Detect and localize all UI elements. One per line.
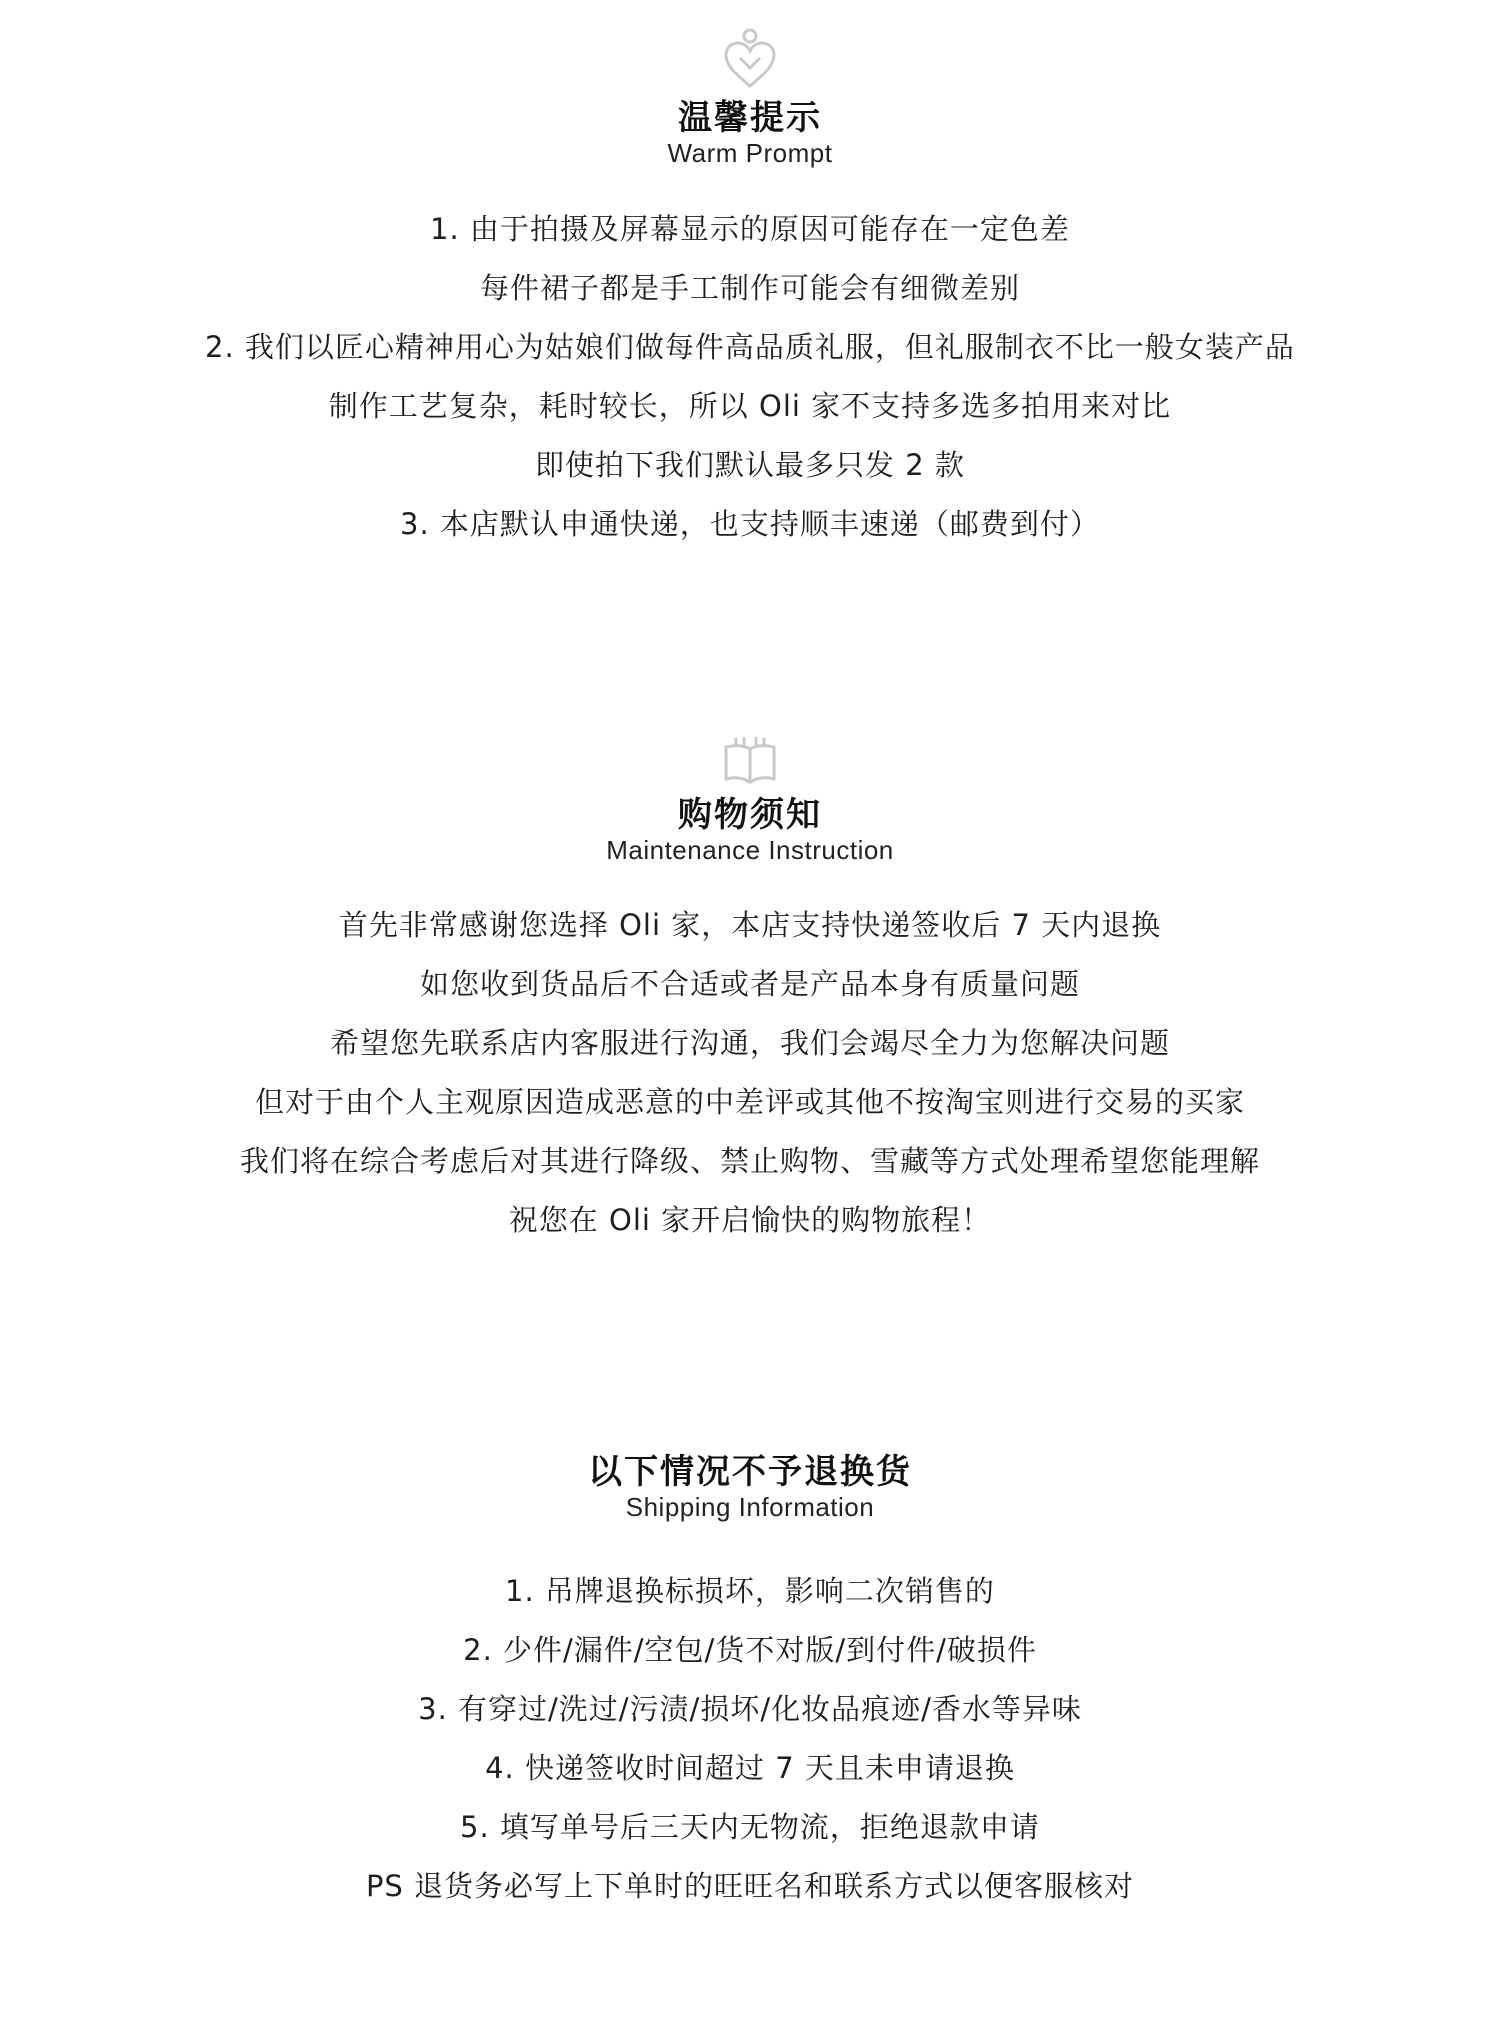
shopping-notice-line: 如您收到货品后不合适或者是产品本身有质量问题 <box>419 967 1080 1001</box>
heart-figure-icon <box>720 28 780 90</box>
shopping-notice-subtitle: Maintenance Instruction <box>606 835 894 865</box>
warm-prompt-line: 2. 我们以匠心精神用心为姑娘们做每件高品质礼服，但礼服制衣不比一般女装产品 <box>205 330 1295 364</box>
shopping-notice-line: 希望您先联系店内客服进行沟通，我们会竭尽全力为您解决问题 <box>329 1026 1170 1060</box>
warm-prompt-title-block <box>0 98 1500 168</box>
no-return-line: 1. 吊牌退换标损坏，影响二次销售的 <box>505 1574 995 1608</box>
shopping-notice-section <box>0 735 1500 1250</box>
warm-prompt-line: 即使拍下我们默认最多只发 2 款 <box>535 448 965 482</box>
no-return-line: 5. 填写单号后三天内无物流，拒绝退款申请 <box>460 1810 1040 1844</box>
no-return-section <box>0 1452 1500 1916</box>
warm-prompt-line: 每件裙子都是手工制作可能会有细微差别 <box>479 271 1020 305</box>
warm-prompt-line: 制作工艺复杂，耗时较长，所以 Oli 家不支持多选多拍用来对比 <box>328 389 1172 423</box>
no-return-list <box>0 1562 1500 1916</box>
warm-prompt-section <box>0 28 1500 554</box>
shopping-notice-line: 但对于由个人主观原因造成恶意的中差评或其他不按淘宝则进行交易的买家 <box>254 1085 1245 1119</box>
no-return-line: 3. 有穿过/洗过/污渍/损坏/化妆品痕迹/香水等异味 <box>418 1692 1082 1726</box>
warm-prompt-subtitle: Warm Prompt <box>667 138 833 168</box>
shopping-notice-line: 首先非常感谢您选择 Oli 家，本店支持快递签收后 7 天内退换 <box>338 908 1162 942</box>
warm-prompt-line: 3. 本店默认申通快递，也支持顺丰速递（邮费到付） <box>400 507 1100 541</box>
open-book-icon <box>722 735 778 787</box>
no-return-line: PS 退货务必写上下单时的旺旺名和联系方式以便客服核对 <box>365 1869 1135 1903</box>
warm-prompt-list <box>0 200 1500 554</box>
no-return-line: 2. 少件/漏件/空包/货不对版/到付件/破损件 <box>463 1633 1037 1667</box>
warm-prompt-line: 1. 由于拍摄及屏幕显示的原因可能存在一定色差 <box>430 212 1070 246</box>
shopping-notice-line: 祝您在 Oli 家开启愉快的购物旅程！ <box>508 1203 992 1237</box>
shopping-notice-title: 购物须知 <box>678 795 822 835</box>
no-return-title-block <box>0 1452 1500 1522</box>
no-return-title: 以下情况不予退换货 <box>588 1452 912 1492</box>
no-return-subtitle: Shipping Information <box>625 1492 875 1522</box>
shopping-notice-line: 我们将在综合考虑后对其进行降级、禁止购物、雪藏等方式处理希望您能理解 <box>239 1144 1260 1178</box>
shopping-notice-list <box>0 896 1500 1250</box>
no-return-line: 4. 快递签收时间超过 7 天且未申请退换 <box>485 1751 1015 1785</box>
shopping-notice-title-block <box>0 795 1500 865</box>
warm-prompt-title: 温馨提示 <box>678 98 822 138</box>
